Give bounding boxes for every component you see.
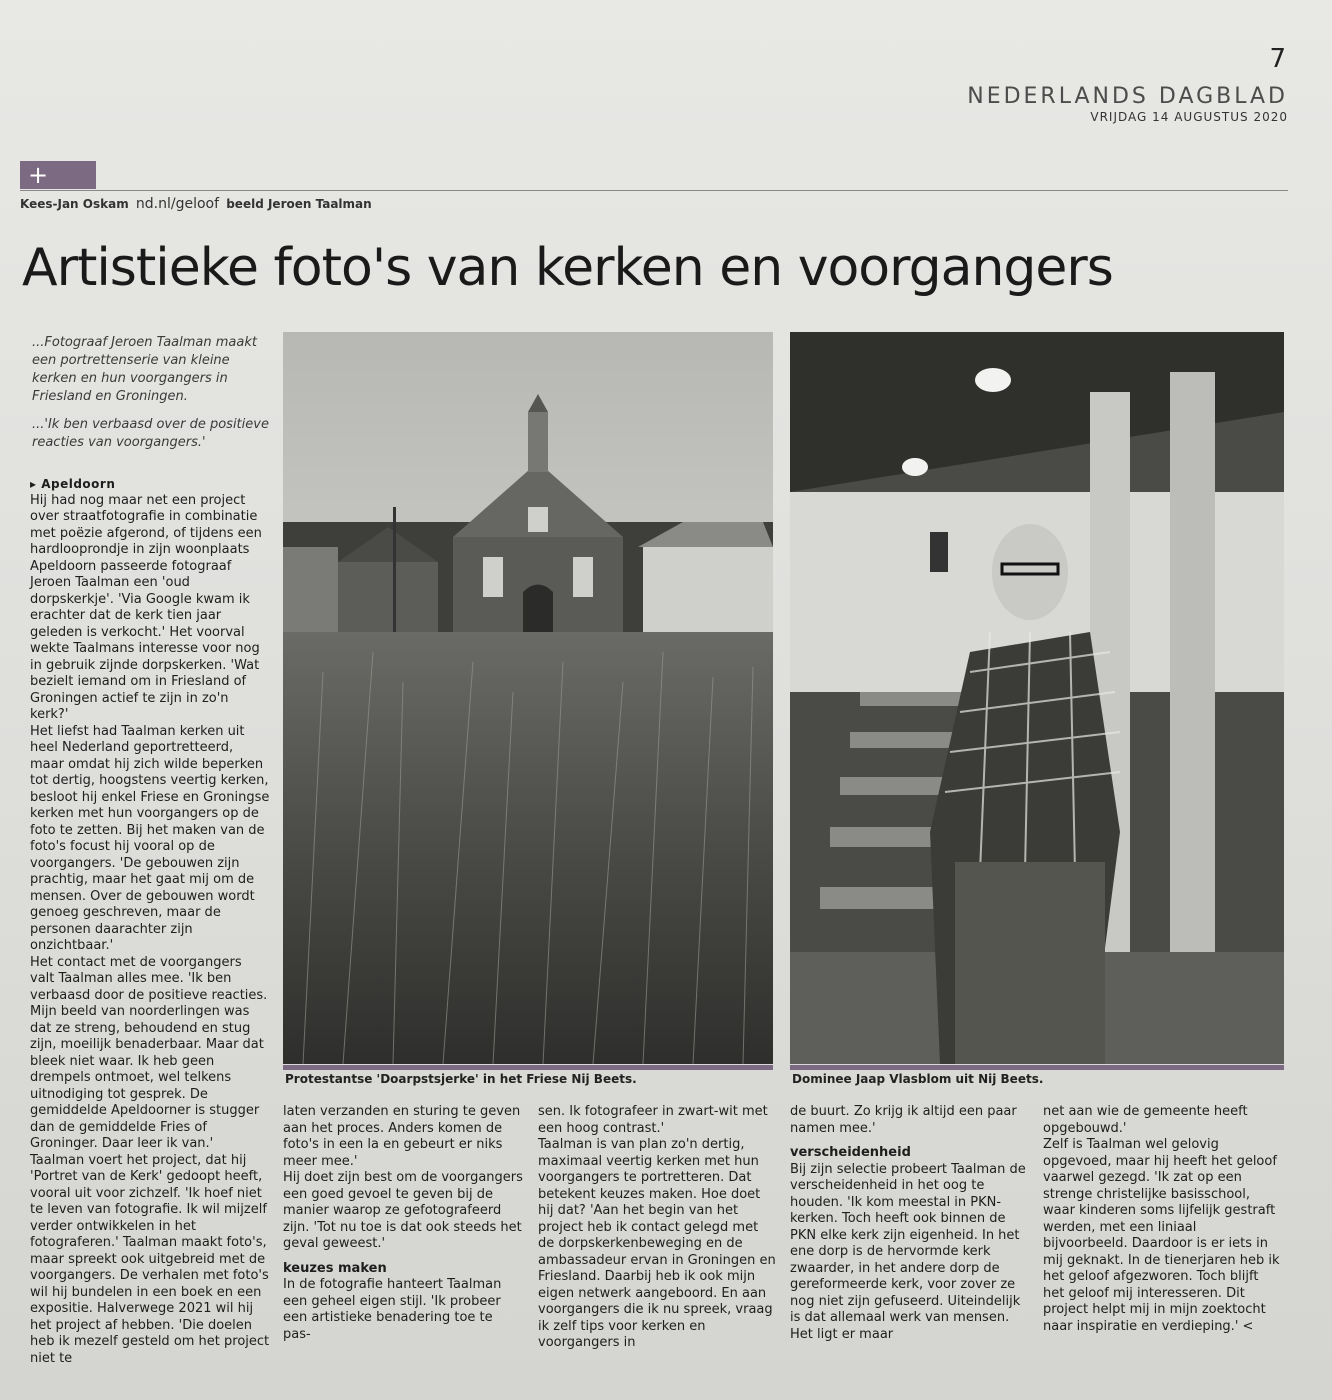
minister-photo-graphic [790, 332, 1284, 1064]
page-number: 7 [1269, 44, 1286, 74]
section-rule [20, 190, 1288, 191]
minister-caption: Dominee Jaap Vlasblom uit Nij Beets. [792, 1072, 1044, 1086]
caption-bar [283, 1065, 773, 1070]
paragraph: Zelf is Taalman wel gelovig opgevoed, maar hij heeft het geloof vaarwel gezegd. 'Ik zat op een strenge christelijke basisschool, waar kinderen soms lijfelijk gestraft werden, met een liniaal bijvoorbeeld. Daardoor is er iets in mij geknakt. In de tienerjaren heb ik het geloof afgezworen. Toch blijft het geloof mij interesseren. Dit project helpt mij in mijn zoektocht naar inspiratie en verdieping.' < [1043, 1137, 1280, 1334]
paragraph: Hij had nog maar net een project over straatfotografie in combinatie met poëzie afgerond, of tijdens een hardlooprondje in zijn woonplaats Apeldoorn passeerde fotograaf Jeroen Taalman een 'oud dorpskerkje'. 'Via Google kwam ik erachter dat de kerk tien jaar geleden is verkocht.' Het voorval wekte Taalmans interesse voor nog in gebruik zijnde dorpskerken. 'Wat bezielt iemand om in Friesland of Groningen actief te zijn in zo'n kerk?' [30, 492, 262, 722]
column-1 [30, 476, 270, 1367]
subheading: verscheidenheid [790, 1145, 911, 1160]
intro-paragraph: ...Fotograaf Jeroen Taalman maakt een portrettenserie van kleine kerken en hun voorgangers in Friesland en Groningen. [32, 335, 257, 404]
paragraph: sen. Ik fotografeer in zwart-wit met een hoog contrast.' [538, 1104, 768, 1136]
paragraph: Hij doet zijn best om de voorgangers een goed gevoel te geven bij de manier waarop ze gefotografeerd zijn. 'Tot nu toe is dat ook steeds het geval geweest.' [283, 1170, 523, 1251]
paper-name: NEDERLANDS DAGBLAD [967, 84, 1288, 109]
section-badge [20, 161, 96, 189]
church-photo-graphic [283, 332, 773, 1064]
paragraph: Bij zijn selectie probeert Taalman de verscheidenheid in het oog te houden. 'Ik kom meestal in PKN-kerken. Toch heeft ook binnen de PKN elke kerk zijn eigenheid. In het ene dorp is de hervormde kerk zwaarder, in het andere dorp de gereformeerde kerk, voor zover ze nog niet zijn gefuseerd. Uiteindelijk is dat allemaal werk van mensen. Het ligt er maar [790, 1161, 1026, 1342]
intro [32, 334, 272, 462]
author: Kees-Jan Oskam [20, 197, 129, 211]
column-3 [538, 1104, 776, 1352]
paragraph: Het liefst had Taalman kerken uit heel Nederland geportretteerd, maar omdat hij zich wilde beperken tot dertig, hoogstens veertig kerken, besloot hij enkel Friese en Groningse kerken met hun voorgangers op de foto te zetten. Bij het maken van de foto's focust hij vooral op de voorgangers. 'De gebouwen zijn prachtig, maar het gaat mij om de mensen. Over de gebouwen wordt genoeg geschreven, maar de personen daarachter zijn onzichtbaar.' [30, 723, 270, 953]
paragraph: Taalman is van plan zo'n dertig, maximaal veertig kerken met hun voorgangers te portretteren. Dat betekent keuzes maken. Hoe doet hij dat? 'Aan het begin van het project heb ik contact gelegd met de dorpskerkenbeweging en de ambassadeur ervan in Groningen en Friesland. Daarbij heb ik ook mijn eigen netwerk aangeboord. En aan voorgangers die ik nu spreek, vraag ik zelf tips voor kerken en voorgangers in [538, 1137, 776, 1350]
byline [20, 196, 372, 212]
intro-paragraph: ...'Ik ben verbaasd over de positieve reacties van voorgangers.' [32, 417, 269, 450]
column-4 [790, 1104, 1030, 1343]
paragraph: laten verzanden en sturing te geven aan het proces. Anders komen de foto's in een la en gebeurt er niks meer mee.' [283, 1104, 521, 1169]
dateline: ▸ Apeldoorn [30, 477, 116, 491]
column-5 [1043, 1104, 1283, 1335]
paragraph: Taalman voert het project, dat hij 'Portret van de Kerk' gedoopt heeft, vooral uit voor zichzelf. 'Ik hoef niet te leven van fotografie. Ik wil mijzelf verder ontwikkelen in het fotograferen.' Taalman maakt foto's, maar spreekt ook uitgebreid met de voorgangers. De verhalen met foto's wil hij bundelen in een boek en een expositie. Halverwege 2021 wil hij het project af hebben. 'Die doelen heb ik mezelf gesteld om het project niet te [30, 1152, 270, 1366]
cross-icon: + [28, 161, 49, 189]
paragraph: net aan wie de gemeente heeft opgebouwd.' [1043, 1104, 1248, 1136]
photo-credit: beeld Jeroen Taalman [226, 197, 372, 211]
column-2 [283, 1104, 523, 1343]
issue-date: VRIJDAG 14 AUGUSTUS 2020 [1090, 110, 1288, 124]
paragraph: Het contact met de voorgangers valt Taalman alles mee. 'Ik ben verbaasd door de positieve reacties. Mijn beeld van noorderlingen was dat ze streng, behoudend en stug zijn, moeilijk benaderbaar. Maar dat bleek niet waar. Ik heb geen drempels ontmoet, wel telkens uitnodiging tot gesprek. De gemiddelde Apeldoorner is stugger dan de gemiddelde Fries of Groninger. Daar leer ik van.' [30, 954, 268, 1151]
subheading: keuzes maken [283, 1260, 387, 1276]
caption-bar [790, 1065, 1284, 1070]
paragraph: In de fotografie hanteert Taalman een geheel eigen stijl. 'Ik probeer een artistieke benadering toe te pas- [283, 1277, 502, 1342]
paragraph: de buurt. Zo krijg ik altijd een paar namen mee.' [790, 1104, 1017, 1136]
site-link[interactable]: nd.nl/geloof [135, 196, 220, 212]
headline: Artistieke foto's van kerken en voorgangers [22, 238, 1113, 298]
minister-photo [790, 332, 1284, 1064]
church-caption: Protestantse 'Doarpstsjerke' in het Friese Nij Beets. [285, 1072, 637, 1086]
church-photo [283, 332, 773, 1064]
